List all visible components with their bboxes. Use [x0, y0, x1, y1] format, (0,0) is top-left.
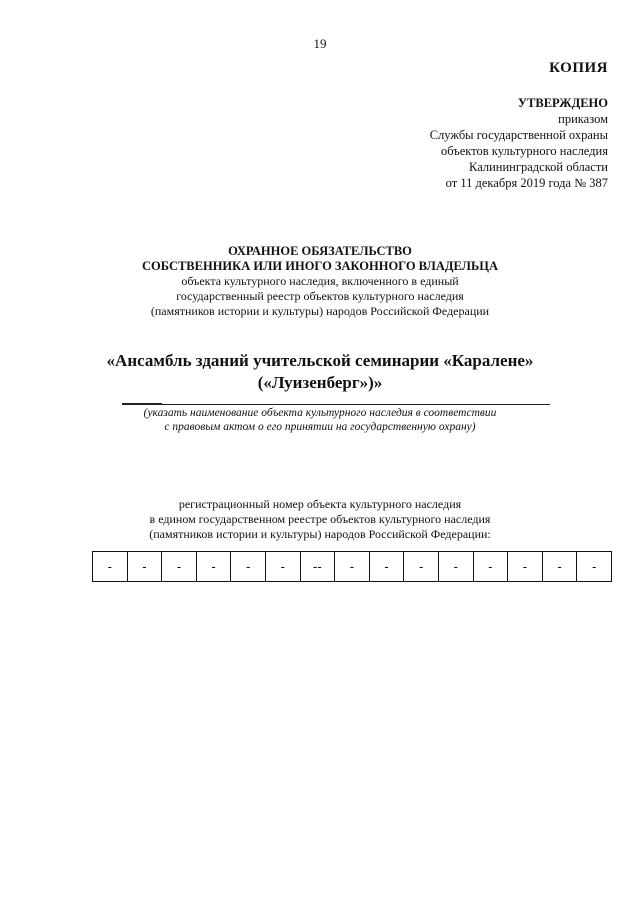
registry-cell: --	[301, 552, 336, 581]
registry-cell: -	[439, 552, 474, 581]
registry-cell: -	[128, 552, 163, 581]
name-hint-line: (указать наименование объекта культурного наследия в соответствии	[143, 407, 497, 419]
registry-cell: -	[404, 552, 439, 581]
registry-cell: -	[335, 552, 370, 581]
obligation-subtitle-line: объекта культурного наследия, включенного в единый	[181, 274, 459, 288]
registry-cell: -	[370, 552, 405, 581]
registry-cell: -	[266, 552, 301, 581]
registry-cell: -	[93, 552, 128, 581]
registry-number-caption	[0, 497, 640, 542]
obligation-subtitle-line: (памятников истории и культуры) народов Российской Федерации	[150, 304, 490, 318]
registry-caption-line: в едином государственном реестре объектов культурного наследия	[149, 512, 491, 526]
approval-block	[430, 95, 608, 191]
registry-cell: -	[543, 552, 578, 581]
copy-stamp: КОПИЯ	[549, 60, 608, 76]
obligation-heading-line: ОХРАННОЕ ОБЯЗАТЕЛЬСТВО	[228, 244, 412, 258]
registry-cell: -	[508, 552, 543, 581]
registry-number-grid	[92, 551, 612, 582]
registry-caption-line: регистрационный номер объекта культурного наследия	[178, 497, 462, 511]
registry-cell: -	[162, 552, 197, 581]
approval-line: Калининградской области	[469, 160, 608, 174]
approval-line: объектов культурного наследия	[441, 144, 608, 158]
registry-cell: -	[591, 559, 597, 574]
approval-line: Службы государственной охраны	[429, 128, 608, 142]
registry-caption-line: (памятников истории и культуры) народов Российской Федерации:	[149, 527, 491, 541]
registry-cell: -	[231, 552, 266, 581]
obligation-title-block	[0, 244, 640, 319]
name-hint	[0, 406, 640, 434]
page-number: 19	[313, 36, 327, 51]
name-hint-line: с правовым актом о его принятии на государственную охрану)	[164, 421, 476, 433]
obligation-subtitle-line: государственный реестр объектов культурного наследия	[176, 289, 464, 303]
approval-line: от 11 декабря 2019 года № 387	[445, 176, 608, 190]
name-underline-accent	[122, 403, 162, 405]
name-underline	[122, 404, 550, 405]
registry-cell: -	[474, 552, 509, 581]
object-name-line: «Ансамбль зданий учительской семинарии «Каралене»	[106, 351, 534, 370]
approval-line: приказом	[558, 112, 608, 126]
approval-heading: УТВЕРЖДЕНО	[517, 96, 608, 110]
registry-cell: -	[197, 552, 232, 581]
obligation-heading-line: СОБСТВЕННИКА ИЛИ ИНОГО ЗАКОННОГО ВЛАДЕЛЬЦА	[142, 259, 498, 273]
object-name-line: («Луизенберг»)»	[257, 373, 383, 392]
object-name	[0, 350, 640, 394]
